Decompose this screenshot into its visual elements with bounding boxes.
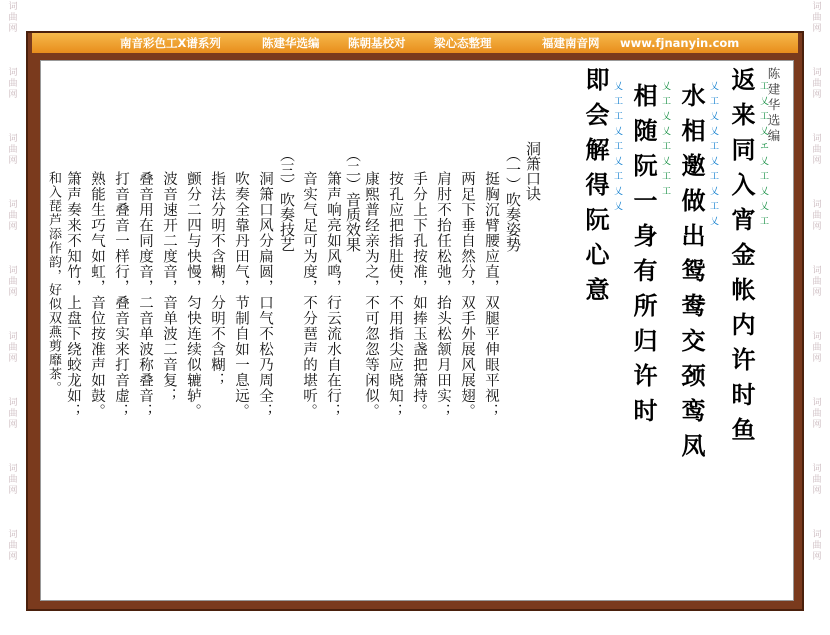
watermark-char: 词 xyxy=(812,68,822,78)
watermark-char: 曲 xyxy=(812,475,822,485)
text-line: 音实气足可为度，不分琶声的堪听。 xyxy=(301,171,317,419)
watermark-char: 词 xyxy=(8,2,18,12)
watermark-char: 曲 xyxy=(8,475,18,485)
watermark-group xyxy=(806,396,828,462)
watermark-char: 曲 xyxy=(812,277,822,287)
watermark-char: 网 xyxy=(8,552,18,562)
watermark-char: 曲 xyxy=(8,409,18,419)
banner-editor: 陈建华选编 xyxy=(262,36,320,50)
watermark-char: 网 xyxy=(8,90,18,100)
watermark-char: 曲 xyxy=(812,409,822,419)
notation-column-1: 工乂工乂エ乂工乂乂工 xyxy=(758,81,768,231)
watermark-char: 曲 xyxy=(812,343,822,353)
watermark-char: 词 xyxy=(8,398,18,408)
text-line: 挺胸沉臂腰应直，双腿平伸眼平视； xyxy=(483,171,499,419)
banner-series: 南音彩色工X谱系列 xyxy=(120,36,221,50)
watermark-char: 词 xyxy=(812,134,822,144)
text-line: 颤分二四与快慢，匀快连续似辘轳。 xyxy=(185,171,201,419)
watermark-char: 网 xyxy=(8,486,18,496)
text-line: 叠音用在同度音，二音单波称叠音； xyxy=(137,171,153,419)
watermark-char: 网 xyxy=(8,288,18,298)
text-line: 洞箫口风分扁圆，口气不松乃周全； xyxy=(257,171,273,419)
watermark-char: 网 xyxy=(8,24,18,34)
text-line: 手分上下孔按准，如捧玉盏把箫持。 xyxy=(411,171,427,419)
watermark-char: 词 xyxy=(8,134,18,144)
text-line: 肩肘不抬任松弛，抬头松颔月田实； xyxy=(435,171,451,419)
watermark-char: 网 xyxy=(8,222,18,232)
banner-arrange: 梁心态整理 xyxy=(434,36,492,50)
watermark-char: 网 xyxy=(8,156,18,166)
watermark-group xyxy=(2,66,24,132)
watermark-group xyxy=(806,462,828,528)
watermark-char: 网 xyxy=(8,354,18,364)
watermark-char: 网 xyxy=(812,552,822,562)
notation-column-3: 乂工乂乂工乂工工 xyxy=(660,81,670,201)
lyric-column-3: 相随阮一身有所归许时 xyxy=(629,83,658,433)
watermark-char: 曲 xyxy=(812,13,822,23)
doc-title: 洞箫口诀 xyxy=(524,141,542,201)
watermark-char: 词 xyxy=(8,68,18,78)
watermark-char: 网 xyxy=(812,24,822,34)
watermark-char: 词 xyxy=(812,530,822,540)
section-3-heading: （三）吹奏技艺 xyxy=(278,147,296,252)
watermark-group xyxy=(2,330,24,396)
watermark-char: 词 xyxy=(812,2,822,12)
watermark-char: 网 xyxy=(812,90,822,100)
watermark-group xyxy=(806,330,828,396)
watermark-right xyxy=(806,0,828,635)
text-line: 两足下垂自然分，双手外展风展翅。 xyxy=(459,171,475,419)
watermark-char: 网 xyxy=(8,420,18,430)
watermark-char: 网 xyxy=(812,156,822,166)
editor-credit: 陈建华选编 xyxy=(766,67,781,145)
watermark-group xyxy=(2,198,24,264)
watermark-char: 曲 xyxy=(812,145,822,155)
watermark-group xyxy=(806,198,828,264)
text-line: 箫声响亮如风鸣，行云流水自在行； xyxy=(325,171,341,419)
watermark-char: 曲 xyxy=(8,13,18,23)
notation-column-2: 乂工乂乂工乂工乂工乂 xyxy=(708,81,718,231)
text-line: 吹奏全靠丹田气，节制自如一息远。 xyxy=(233,171,249,419)
watermark-char: 曲 xyxy=(8,541,18,551)
watermark-group xyxy=(2,0,24,66)
watermark-char: 网 xyxy=(812,420,822,430)
watermark-char: 网 xyxy=(812,288,822,298)
watermark-char: 词 xyxy=(8,266,18,276)
text-line: 波音速开二度音，音单波二音复； xyxy=(161,171,177,404)
header-banner xyxy=(32,33,798,53)
watermark-char: 曲 xyxy=(812,79,822,89)
watermark-char: 词 xyxy=(812,266,822,276)
watermark-char: 曲 xyxy=(8,79,18,89)
watermark-char: 网 xyxy=(812,486,822,496)
section-1-heading: （一）吹奏姿势 xyxy=(504,147,522,252)
watermark-group xyxy=(806,0,828,66)
text-line: 熟能生巧气如虹，音位按准声如鼓。 xyxy=(89,171,105,419)
watermark-group xyxy=(806,528,828,594)
watermark-char: 词 xyxy=(8,200,18,210)
watermark-char: 网 xyxy=(812,222,822,232)
watermark-group xyxy=(2,264,24,330)
watermark-char: 曲 xyxy=(8,277,18,287)
lyric-column-4: 即会解得阮心意 xyxy=(581,67,610,312)
watermark-char: 词 xyxy=(812,332,822,342)
watermark-char: 词 xyxy=(8,464,18,474)
watermark-left xyxy=(2,0,24,635)
section-2-heading: （二）音质效果 xyxy=(344,147,362,252)
watermark-char: 曲 xyxy=(812,541,822,551)
lyric-column-1: 返来同入宵金帐内许时鱼 xyxy=(727,67,756,452)
watermark-group xyxy=(2,462,24,528)
watermark-char: 曲 xyxy=(8,343,18,353)
watermark-char: 词 xyxy=(8,530,18,540)
watermark-group xyxy=(2,396,24,462)
score-paper xyxy=(40,60,794,601)
watermark-char: 曲 xyxy=(8,211,18,221)
lyric-column-2: 水相邀做出鸳鸯交颈鸾凤 xyxy=(677,83,706,468)
watermark-group xyxy=(2,528,24,594)
banner-site: 福建南音网 xyxy=(542,36,600,50)
watermark-char: 词 xyxy=(812,398,822,408)
text-line: 康熙普经亲为之，不可忽忽等闲似。 xyxy=(363,171,379,419)
text-line: 打音叠音一样行，叠音实来打音虚； xyxy=(113,171,129,419)
banner-proof: 陈朝基校对 xyxy=(348,36,406,50)
watermark-group xyxy=(806,132,828,198)
watermark-group xyxy=(806,66,828,132)
watermark-char: 词 xyxy=(812,200,822,210)
watermark-group xyxy=(2,132,24,198)
watermark-group xyxy=(806,264,828,330)
notation-column-4: 乂工工乂工乂工乂乂 xyxy=(612,81,622,216)
text-line: 箫声奏来不知竹，上盘下绕蛟龙如； xyxy=(65,171,81,419)
text-line: 和入琵芦添作韵，好似双燕剪靡茶。 xyxy=(46,171,61,395)
watermark-char: 曲 xyxy=(812,211,822,221)
watermark-char: 网 xyxy=(812,354,822,364)
watermark-char: 词 xyxy=(812,464,822,474)
text-line: 指法分明不含糊，分明不含糊； xyxy=(209,171,225,388)
watermark-char: 词 xyxy=(8,332,18,342)
banner-url: www.fjnanyin.com xyxy=(620,36,740,50)
watermark-char: 曲 xyxy=(8,145,18,155)
text-line: 按孔应把指肚使，不用指尖应晓知； xyxy=(387,171,403,419)
